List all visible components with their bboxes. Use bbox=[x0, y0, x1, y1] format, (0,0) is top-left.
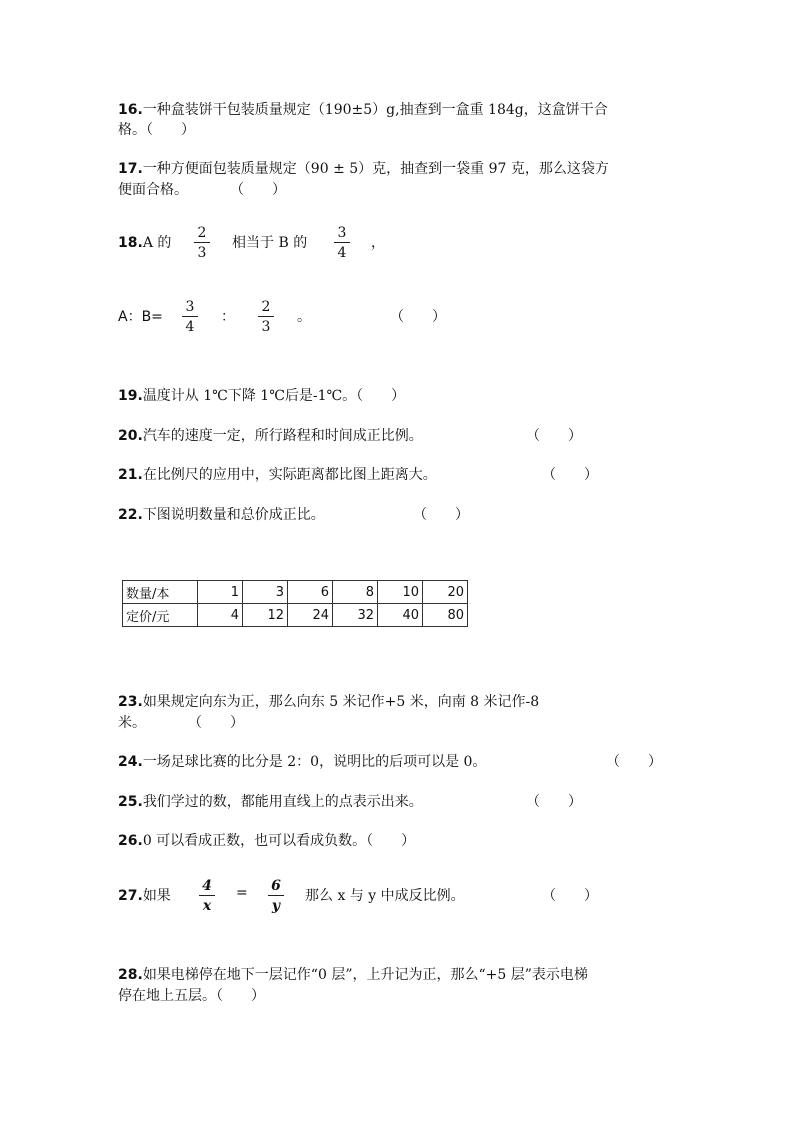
table-row bbox=[123, 581, 468, 604]
question-text: 如果规定向东为正，那么向东 5 米记作+5 米，向南 8 米记作-8 bbox=[142, 694, 540, 710]
row-header: 定价/元 bbox=[123, 604, 198, 627]
fraction-4-x: 4 x bbox=[199, 878, 215, 914]
question-text: 一场足球比赛的比分是 2：0，说明比的后项可以是 0。 bbox=[142, 754, 487, 770]
question-number: 28. bbox=[118, 967, 143, 983]
row-header: 数量/本 bbox=[123, 581, 198, 604]
table-cell: 1 bbox=[198, 581, 243, 604]
question-number: 19. bbox=[118, 388, 143, 404]
ratio-colon: ： bbox=[221, 309, 235, 325]
question-number: 25. bbox=[118, 794, 143, 810]
question-17 bbox=[118, 158, 609, 178]
question-number: 18. bbox=[118, 235, 143, 251]
answer-parentheses: （ ） bbox=[390, 309, 446, 325]
question-28 bbox=[118, 964, 588, 984]
question-text: 如果电梯停在地下一层记作“0 层”，上升记为正，那么“+5 层”表示电梯 bbox=[142, 967, 588, 983]
question-text-cont: 那么 x 与 y 中成反比例。 bbox=[305, 888, 465, 904]
table-cell: 80 bbox=[423, 604, 468, 627]
equivalent-text: 相当于 B 的 bbox=[232, 235, 308, 251]
question-26 bbox=[118, 830, 415, 850]
ratio-label: A：B= bbox=[118, 309, 163, 325]
table-cell: 32 bbox=[333, 604, 378, 627]
question-text: A 的 bbox=[142, 235, 172, 251]
answer-parentheses: （ ） bbox=[606, 754, 662, 770]
question-number: 26. bbox=[118, 833, 143, 849]
answer-parentheses: （ ） bbox=[526, 428, 582, 444]
question-number: 21. bbox=[118, 467, 143, 483]
question-number: 23. bbox=[118, 694, 143, 710]
comma: ， bbox=[371, 235, 385, 251]
table-cell: 6 bbox=[288, 581, 333, 604]
question-text: 0 可以看成正数，也可以看成负数。（ ） bbox=[142, 833, 416, 849]
table-cell: 12 bbox=[243, 604, 288, 627]
quantity-price-table bbox=[122, 580, 468, 627]
question-number: 17. bbox=[118, 161, 143, 177]
question-text: 下图说明数量和总价成正比。 bbox=[142, 507, 325, 523]
question-number: 20. bbox=[118, 428, 143, 444]
fraction-3-4: 3 4 bbox=[334, 225, 350, 261]
table-row bbox=[123, 604, 468, 627]
table-cell: 3 bbox=[243, 581, 288, 604]
question-17-line2: 便面合格。 （ ） bbox=[118, 182, 286, 198]
question-number: 27. bbox=[118, 888, 143, 904]
question-25 bbox=[118, 791, 423, 811]
answer-parentheses: （ ） bbox=[526, 794, 582, 810]
period: 。 bbox=[297, 309, 311, 325]
table-cell: 20 bbox=[423, 581, 468, 604]
fraction-6-y: 6 y bbox=[268, 878, 284, 914]
question-text: 如果 bbox=[142, 888, 171, 904]
question-16-line2: 格。（ ） bbox=[118, 122, 195, 138]
question-text: 在比例尺的应用中，实际距离都比图上距离大。 bbox=[142, 467, 437, 483]
table-cell: 24 bbox=[288, 604, 333, 627]
question-text: 汽车的速度一定，所行路程和时间成正比例。 bbox=[142, 428, 423, 444]
question-number: 16. bbox=[118, 102, 143, 118]
answer-parentheses: （ ） bbox=[542, 888, 598, 904]
question-20 bbox=[118, 425, 423, 445]
table-cell: 40 bbox=[378, 604, 423, 627]
question-24 bbox=[118, 751, 486, 771]
question-text: 我们学过的数，都能用直线上的点表示出来。 bbox=[142, 794, 423, 810]
equals-sign: = bbox=[236, 885, 248, 901]
question-text: 温度计从 1℃下降 1℃后是-1℃。（ ） bbox=[142, 388, 406, 404]
fraction-2-3: 2 3 bbox=[194, 225, 210, 261]
question-21 bbox=[118, 464, 437, 484]
answer-parentheses: （ ） bbox=[542, 467, 598, 483]
answer-parentheses: （ ） bbox=[413, 507, 469, 523]
fraction-2-3-ratio: 2 3 bbox=[258, 299, 274, 335]
question-18 bbox=[118, 232, 171, 252]
question-22 bbox=[118, 504, 325, 524]
question-27 bbox=[118, 885, 171, 905]
table-cell: 8 bbox=[333, 581, 378, 604]
table-cell: 4 bbox=[198, 604, 243, 627]
question-28-line2: 停在地上五层。（ ） bbox=[118, 988, 265, 1004]
fraction-3-4-ratio: 3 4 bbox=[182, 299, 198, 335]
question-number: 22. bbox=[118, 507, 143, 523]
question-23-line2: 米。 （ ） bbox=[118, 715, 244, 731]
table-cell: 10 bbox=[378, 581, 423, 604]
question-text: 一种方便面包装质量规定（90 ± 5）克，抽查到一袋重 97 克，那么这袋方 bbox=[142, 161, 609, 177]
question-number: 24. bbox=[118, 754, 143, 770]
question-23 bbox=[118, 691, 539, 711]
question-19 bbox=[118, 385, 405, 405]
question-16 bbox=[118, 99, 608, 119]
question-text: 一种盒装饼干包装质量规定（190±5）g,抽查到一盒重 184g，这盒饼干合 bbox=[142, 102, 608, 118]
